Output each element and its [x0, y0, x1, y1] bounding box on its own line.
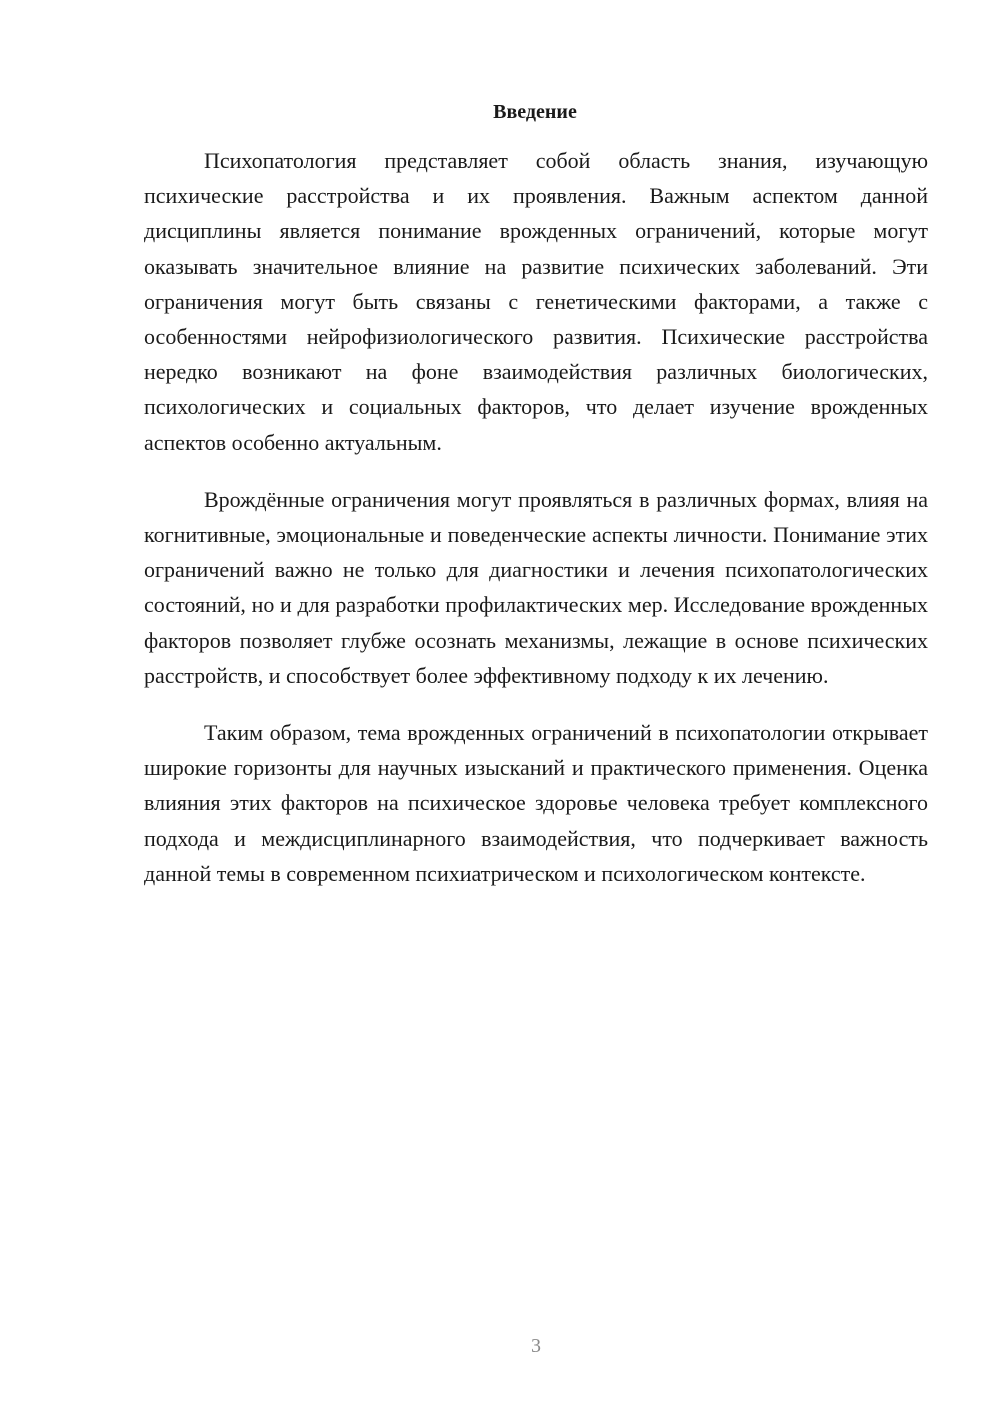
page-title: Введение: [493, 101, 577, 123]
paragraph-3: Таким образом, тема врожденных ограничений в психопатологии открывает широкие горизонты для научных изысканий и практического применения. Оценка влияния этих факторов на психическое здоровье человека требует комплексного подхода и междисциплинарного взаимодействия, что подчеркивает важность данной темы в современном психиатрическом и психологическом контексте.: [144, 720, 928, 886]
page-number: 3: [531, 1335, 541, 1357]
paragraph-2: Врождённые ограничения могут проявляться в различных формах, влияя на когнитивные, эмоциональные и поведенческие аспекты личности. Понимание этих ограничений важно не только для диагностики и лечения психопатологических состояний, но и для разработки профилактических мер. Исследование врожденных факторов позволяет глубже осознать механизмы, лежащие в основе психических расстройств, и способствует более эффективному подходу к их лечению.: [144, 486, 928, 688]
document-body: [144, 143, 928, 913]
paragraph-1: Психопатология представляет собой область знания, изучающую психические расстройства и их проявления. Важным аспектом данной дисциплины является понимание врожденных ограничений, которые могут оказывать значительное влияние на развитие психических заболеваний. Эти ограничения могут быть связаны с генетическими факторами, а также с особенностями нейрофизиологического развития. Психические расстройства нередко возникают на фоне взаимодействия различных биологических, психологических и социальных факторов, что делает изучение врожденных аспектов особенно актуальным.: [144, 148, 928, 455]
